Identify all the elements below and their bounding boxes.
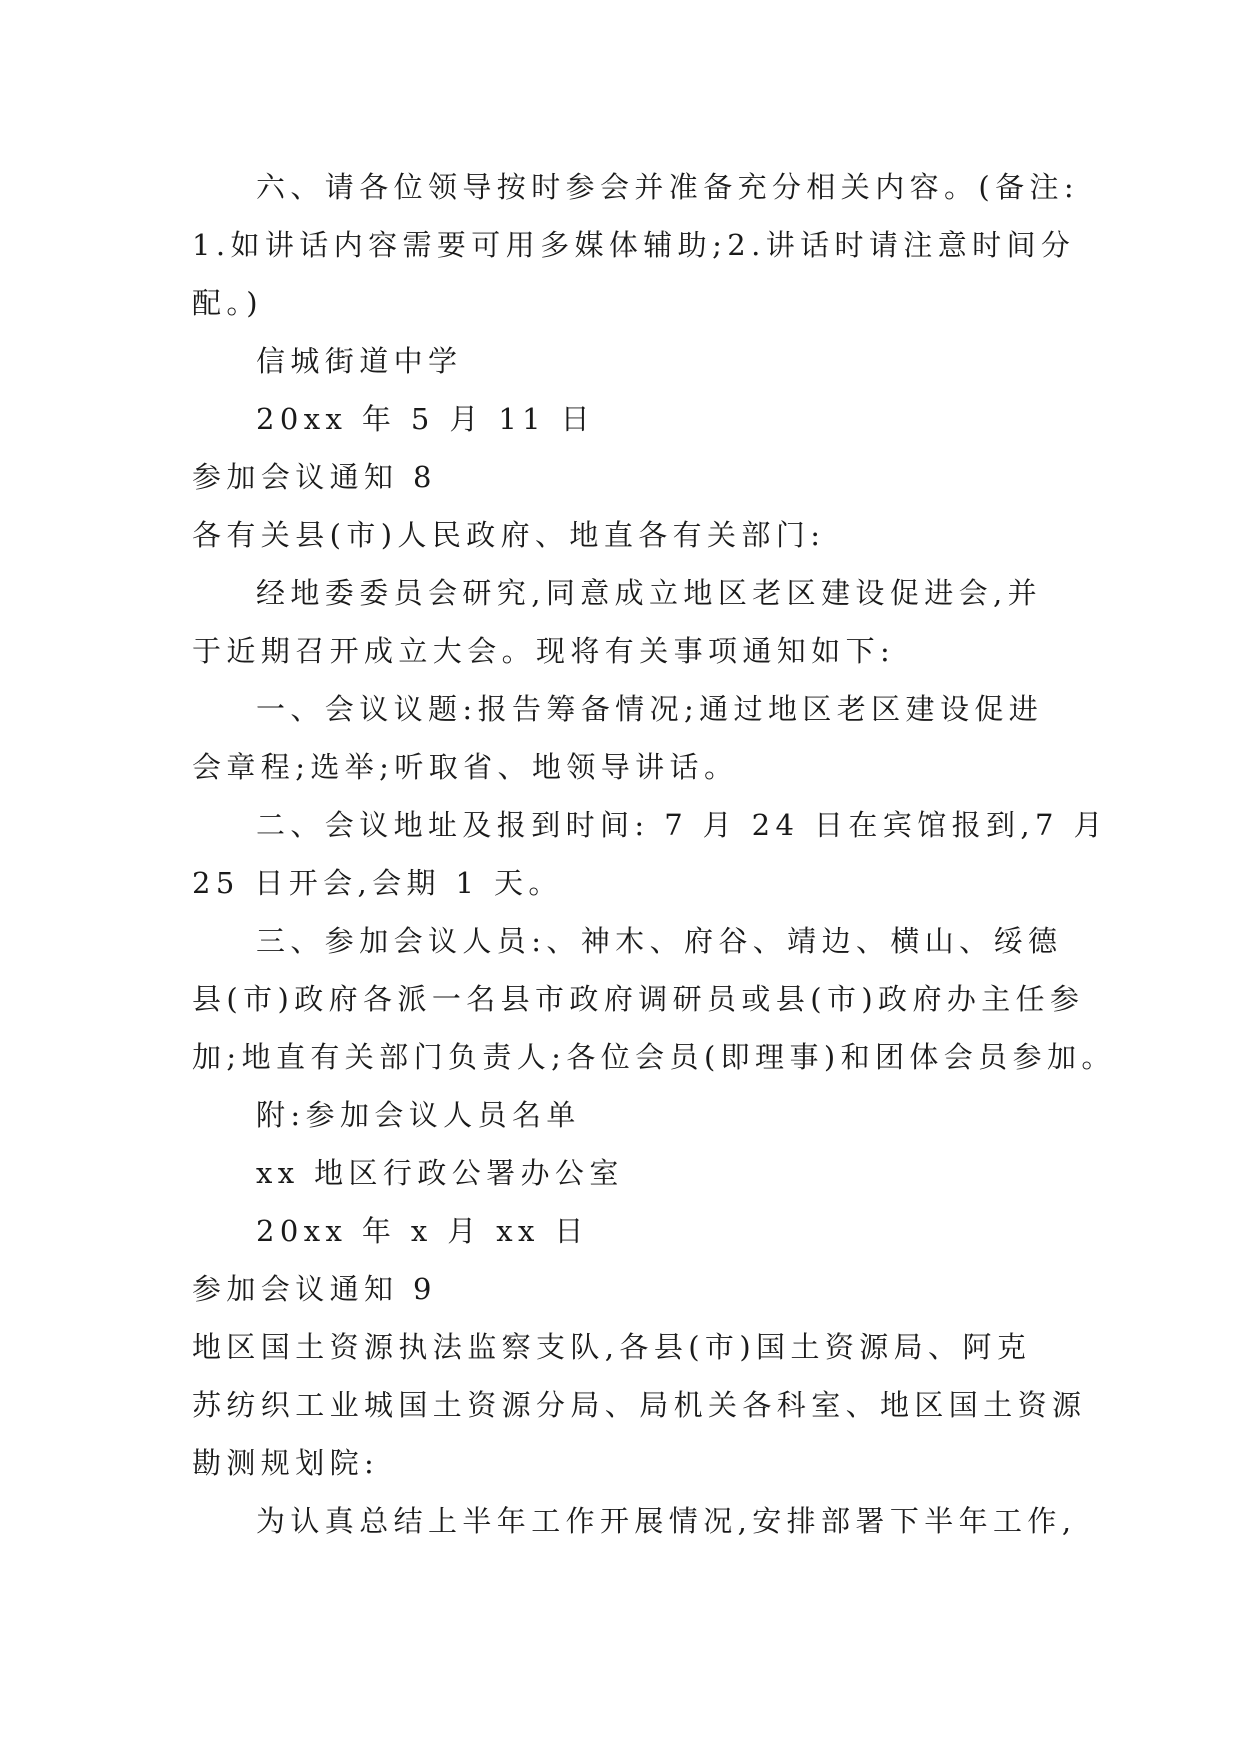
text-line: 配。) (192, 286, 264, 320)
document-body (192, 158, 1116, 1550)
signature-date: 20xx 年 5 月 11 日 (256, 402, 596, 436)
text-line: 一、会议议题:报告筹备情况;通过地区老区建设促进 (256, 692, 1044, 726)
signature-organization: xx 地区行政公署办公室 (256, 1156, 624, 1190)
text-line: 于近期召开成立大会。现将有关事项通知如下: (192, 634, 896, 668)
text-line: 六、请各位领导按时参会并准备充分相关内容。(备注: (256, 170, 1080, 204)
signature-organization: 信城街道中学 (256, 344, 463, 378)
signature-date: 20xx 年 x 月 xx 日 (256, 1214, 589, 1248)
section-heading: 参加会议通知 8 (192, 460, 437, 494)
text-line: 1.如讲话内容需要可用多媒体辅助;2.讲话时请注意时间分 (192, 228, 1076, 262)
section-heading: 参加会议通知 9 (192, 1272, 437, 1306)
text-line: 二、会议地址及报到时间: 7 月 24 日在宾馆报到,7 月 (256, 808, 1108, 842)
text-line: 经地委委员会研究,同意成立地区老区建设促进会,并 (256, 576, 1043, 610)
text-line: 25 日开会,会期 1 天。 (192, 866, 563, 900)
addressee-line: 苏纺织工业城国土资源分局、局机关各科室、地区国土资源 (192, 1388, 1087, 1422)
attachment-line: 附:参加会议人员名单 (256, 1098, 581, 1132)
addressee-line: 各有关县(市)人民政府、地直各有关部门: (192, 518, 826, 552)
text-line: 为认真总结上半年工作开展情况,安排部署下半年工作, (256, 1504, 1077, 1538)
text-line: 县(市)政府各派一名县市政府调研员或县(市)政府办主任参 (192, 982, 1085, 1016)
addressee-line: 勘测规划院: (192, 1446, 380, 1480)
addressee-line: 地区国土资源执法监察支队,各县(市)国土资源局、阿克 (192, 1330, 1032, 1364)
text-line: 加;地直有关部门负责人;各位会员(即理事)和团体会员参加。 (192, 1040, 1116, 1074)
text-line: 三、参加会议人员:、神木、府谷、靖边、横山、绥德 (256, 924, 1063, 958)
text-line: 会章程;选举;听取省、地领导讲话。 (192, 750, 739, 784)
